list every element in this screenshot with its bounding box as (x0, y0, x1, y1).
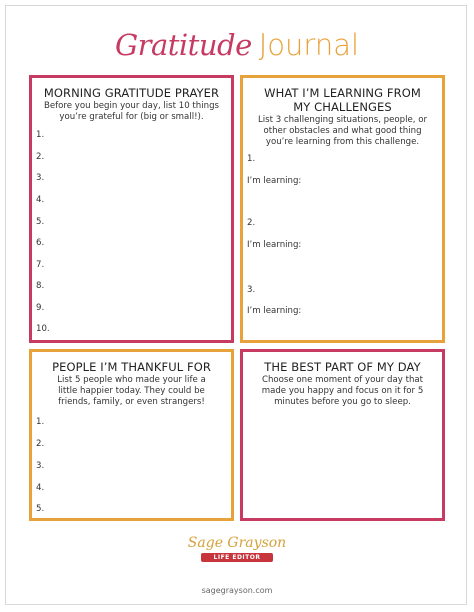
sage-grayson-logo (187, 534, 287, 584)
morning-gratitude-box (29, 75, 234, 343)
thankful-item-1: 1. (36, 417, 45, 427)
learning-instructions: List 3 challenging situations, people, or other obstacles and what good thing you’re learning from this challenge. (257, 115, 428, 147)
morning-heading: MORNING GRATITUDE PRAYER (43, 86, 220, 100)
thankful-box (29, 349, 234, 521)
best-part-box (240, 349, 445, 521)
learning-box (240, 75, 445, 343)
morning-item-4: 4. (36, 195, 45, 205)
best-instructions: Choose one moment of your day that made you happy and focus on it for 5 minutes before you go to sleep. (261, 375, 424, 407)
learning-heading: WHAT I’M LEARNING FROM MY CHALLENGES (264, 86, 421, 114)
logo-tagline-banner: LIFE EDITOR (201, 553, 273, 562)
learning-item-2-label: I’m learning: (247, 240, 302, 250)
morning-item-7: 7. (36, 260, 45, 270)
thankful-item-5: 5. (36, 504, 45, 514)
thankful-item-4: 4. (36, 483, 45, 493)
title-sans: Journal (258, 28, 360, 62)
thankful-instructions: List 5 people who made your life a little happier today. They could be friends, family, or even strangers! (57, 375, 206, 407)
logo-name: Sage Grayson (187, 535, 287, 551)
morning-item-2: 2. (36, 152, 45, 162)
thankful-heading: PEOPLE I’M THANKFUL FOR (52, 360, 211, 374)
morning-item-5: 5. (36, 217, 45, 227)
morning-instructions: Before you begin your day, list 10 things you’re grateful for (big or small!). (43, 101, 220, 122)
footer-url: sagegrayson.com (201, 586, 273, 595)
learning-item-3-label: I’m learning: (247, 306, 302, 316)
morning-item-3: 3. (36, 173, 45, 183)
page-title (0, 24, 474, 71)
morning-item-6: 6. (36, 238, 45, 248)
morning-item-1: 1. (36, 130, 45, 140)
title-script: Gratitude (114, 28, 252, 62)
learning-item-2-num: 2. (247, 218, 256, 228)
best-heading: THE BEST PART OF MY DAY (264, 360, 421, 374)
morning-item-8: 8. (36, 281, 45, 291)
thankful-item-2: 2. (36, 439, 45, 449)
learning-item-1-num: 1. (247, 154, 256, 164)
learning-item-1-label: I’m learning: (247, 176, 302, 186)
learning-item-3-num: 3. (247, 285, 256, 295)
morning-item-10: 10. (36, 324, 50, 334)
thankful-item-3: 3. (36, 461, 45, 471)
morning-item-9: 9. (36, 303, 45, 313)
